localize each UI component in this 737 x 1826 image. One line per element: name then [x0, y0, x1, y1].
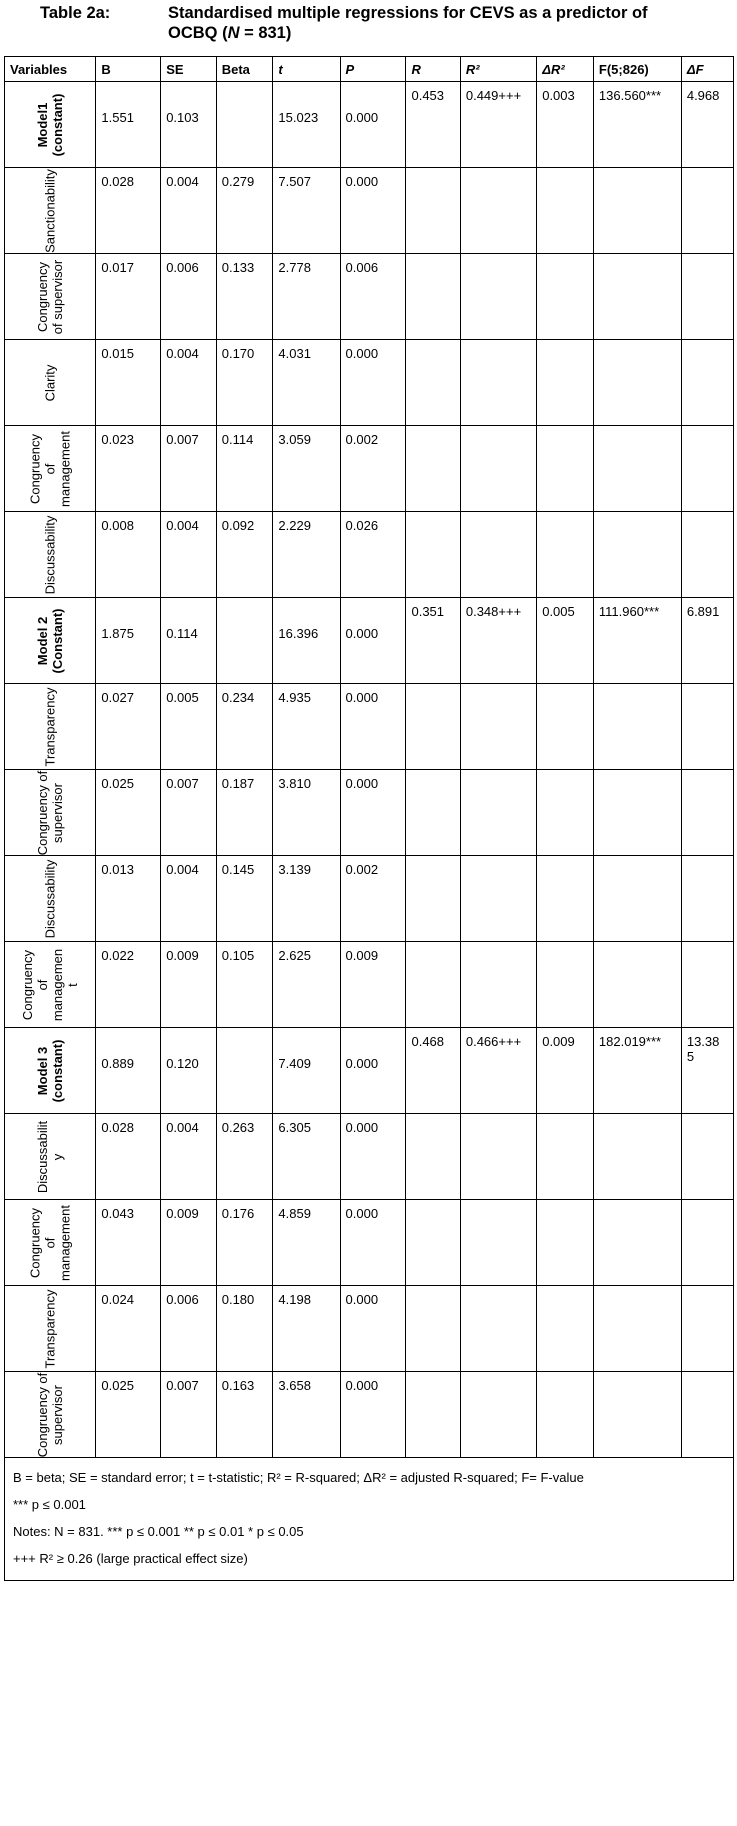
cell-r — [406, 684, 460, 770]
table-row — [5, 254, 734, 340]
cell-df — [681, 1372, 733, 1458]
variable-label: Clarity — [42, 364, 58, 401]
table-row — [5, 340, 734, 426]
cell-df — [681, 512, 733, 598]
cell-p: 0.000 — [340, 82, 406, 168]
table-row — [5, 684, 734, 770]
cell-r — [406, 942, 460, 1028]
cell-f — [593, 1286, 681, 1372]
cell-se: 0.007 — [161, 426, 217, 512]
cell-p: 0.009 — [340, 942, 406, 1028]
notes-row — [5, 1458, 734, 1581]
cell-b: 0.043 — [96, 1200, 161, 1286]
cell-dr2 — [537, 426, 594, 512]
column-header: R — [406, 57, 460, 82]
cell-f — [593, 512, 681, 598]
cell-t: 3.139 — [273, 856, 340, 942]
cell-r2 — [460, 1200, 536, 1286]
column-header: Variables — [5, 57, 96, 82]
table-row — [5, 942, 734, 1028]
cell-t: 16.396 — [273, 598, 340, 684]
variable-cell — [5, 426, 96, 512]
cell-t: 3.658 — [273, 1372, 340, 1458]
cell-se: 0.004 — [161, 856, 217, 942]
table-row — [5, 1114, 734, 1200]
cell-df: 4.968 — [681, 82, 733, 168]
cell-r: 0.351 — [406, 598, 460, 684]
cell-b: 0.027 — [96, 684, 161, 770]
cell-df: 13.38 5 — [681, 1028, 733, 1114]
cell-f — [593, 1114, 681, 1200]
table-row — [5, 598, 734, 684]
table-notes — [5, 1458, 734, 1581]
cell-beta: 0.176 — [216, 1200, 273, 1286]
header-row — [5, 57, 734, 82]
cell-b: 0.023 — [96, 426, 161, 512]
cell-beta — [216, 1028, 273, 1114]
cell-r — [406, 1372, 460, 1458]
cell-f: 111.960*** — [593, 598, 681, 684]
variable-cell — [5, 512, 96, 598]
cell-b: 0.013 — [96, 856, 161, 942]
cell-se: 0.004 — [161, 512, 217, 598]
cell-dr2 — [537, 1286, 594, 1372]
cell-r2 — [460, 942, 536, 1028]
notes-line-4: +++ R² ≥ 0.26 (large practical effect size) — [13, 1551, 248, 1566]
cell-r — [406, 426, 460, 512]
table-row — [5, 168, 734, 254]
cell-dr2 — [537, 512, 594, 598]
cell-f — [593, 942, 681, 1028]
variable-cell — [5, 1200, 96, 1286]
cell-dr2 — [537, 1114, 594, 1200]
cell-se: 0.103 — [161, 82, 217, 168]
cell-t: 15.023 — [273, 82, 340, 168]
cell-b: 0.889 — [96, 1028, 161, 1114]
table-row — [5, 512, 734, 598]
cell-dr2 — [537, 1372, 594, 1458]
variable-label: Congruency of management — [27, 1204, 73, 1281]
cell-r — [406, 770, 460, 856]
cell-dr2 — [537, 770, 594, 856]
cell-f — [593, 426, 681, 512]
cell-r: 0.453 — [406, 82, 460, 168]
cell-df — [681, 254, 733, 340]
cell-r2 — [460, 1114, 536, 1200]
cell-p: 0.002 — [340, 426, 406, 512]
cell-t: 3.059 — [273, 426, 340, 512]
variable-cell — [5, 340, 96, 426]
cell-t: 2.625 — [273, 942, 340, 1028]
cell-p: 0.000 — [340, 1200, 406, 1286]
cell-f — [593, 770, 681, 856]
cell-r2 — [460, 512, 536, 598]
variable-cell — [5, 942, 96, 1028]
variable-label: Transparency — [42, 687, 58, 766]
column-header: SE — [161, 57, 217, 82]
cell-df — [681, 856, 733, 942]
cell-f — [593, 254, 681, 340]
cell-p: 0.000 — [340, 770, 406, 856]
variable-label: Discussabilit y — [35, 1120, 66, 1193]
cell-beta — [216, 82, 273, 168]
cell-dr2 — [537, 254, 594, 340]
cell-r — [406, 168, 460, 254]
table-title: Standardised multiple regressions for CEVS as a predictor of — [168, 4, 648, 22]
cell-t: 6.305 — [273, 1114, 340, 1200]
cell-df — [681, 684, 733, 770]
cell-r2 — [460, 340, 536, 426]
cell-df — [681, 426, 733, 512]
variable-cell — [5, 684, 96, 770]
cell-p: 0.000 — [340, 340, 406, 426]
cell-r — [406, 1200, 460, 1286]
cell-r2 — [460, 254, 536, 340]
cell-beta — [216, 598, 273, 684]
table-body — [5, 82, 734, 1458]
cell-beta: 0.163 — [216, 1372, 273, 1458]
cell-b: 0.025 — [96, 1372, 161, 1458]
table-row — [5, 770, 734, 856]
cell-r: 0.468 — [406, 1028, 460, 1114]
cell-se: 0.007 — [161, 1372, 217, 1458]
column-header: R² — [460, 57, 536, 82]
cell-beta: 0.133 — [216, 254, 273, 340]
cell-beta: 0.279 — [216, 168, 273, 254]
table-label: Table 2a: — [40, 4, 111, 22]
cell-p: 0.000 — [340, 1372, 406, 1458]
variable-cell — [5, 254, 96, 340]
cell-t: 4.935 — [273, 684, 340, 770]
cell-se: 0.004 — [161, 1114, 217, 1200]
cell-p: 0.006 — [340, 254, 406, 340]
cell-t: 4.859 — [273, 1200, 340, 1286]
cell-t: 7.409 — [273, 1028, 340, 1114]
cell-t: 2.229 — [273, 512, 340, 598]
cell-t: 4.198 — [273, 1286, 340, 1372]
cell-b: 0.008 — [96, 512, 161, 598]
cell-beta: 0.170 — [216, 340, 273, 426]
cell-se: 0.009 — [161, 1200, 217, 1286]
cell-r2: 0.449+++ — [460, 82, 536, 168]
cell-f — [593, 168, 681, 254]
variable-label: Sanctionability — [42, 168, 58, 253]
cell-t: 7.507 — [273, 168, 340, 254]
cell-dr2 — [537, 168, 594, 254]
column-header: ΔR² — [537, 57, 594, 82]
cell-p: 0.026 — [340, 512, 406, 598]
cell-r — [406, 512, 460, 598]
cell-beta: 0.145 — [216, 856, 273, 942]
column-header: t — [273, 57, 340, 82]
cell-dr2: 0.009 — [537, 1028, 594, 1114]
cell-beta: 0.092 — [216, 512, 273, 598]
cell-t: 2.778 — [273, 254, 340, 340]
cell-r — [406, 340, 460, 426]
cell-b: 1.551 — [96, 82, 161, 168]
notes-line-2: *** p ≤ 0.001 — [13, 1497, 86, 1512]
cell-t: 4.031 — [273, 340, 340, 426]
cell-df: 6.891 — [681, 598, 733, 684]
variable-label: Congruency of managemen t — [20, 948, 81, 1021]
cell-beta: 0.180 — [216, 1286, 273, 1372]
cell-se: 0.006 — [161, 1286, 217, 1372]
table-row — [5, 1028, 734, 1114]
cell-se: 0.114 — [161, 598, 217, 684]
cell-b: 0.028 — [96, 168, 161, 254]
cell-b: 0.028 — [96, 1114, 161, 1200]
cell-b: 0.024 — [96, 1286, 161, 1372]
variable-label: Discussability — [42, 859, 58, 938]
column-header: Beta — [216, 57, 273, 82]
table-row — [5, 1372, 734, 1458]
cell-r — [406, 1114, 460, 1200]
variable-cell — [5, 82, 96, 168]
cell-df — [681, 1114, 733, 1200]
variable-cell — [5, 1028, 96, 1114]
cell-f — [593, 340, 681, 426]
cell-se: 0.120 — [161, 1028, 217, 1114]
variable-label: Congruency of management — [27, 430, 73, 507]
cell-se: 0.004 — [161, 340, 217, 426]
cell-df — [681, 340, 733, 426]
cell-dr2 — [537, 1200, 594, 1286]
regression-table — [4, 56, 734, 1581]
column-header: B — [96, 57, 161, 82]
cell-se: 0.004 — [161, 168, 217, 254]
cell-r2 — [460, 856, 536, 942]
cell-dr2 — [537, 340, 594, 426]
table-row — [5, 426, 734, 512]
column-header: ΔF — [681, 57, 733, 82]
variable-cell — [5, 598, 96, 684]
cell-p: 0.000 — [340, 1028, 406, 1114]
cell-p: 0.000 — [340, 168, 406, 254]
cell-df — [681, 942, 733, 1028]
cell-r — [406, 856, 460, 942]
cell-p: 0.000 — [340, 1114, 406, 1200]
table-row — [5, 856, 734, 942]
variable-cell — [5, 856, 96, 942]
column-header: P — [340, 57, 406, 82]
variable-label: Discussability — [42, 515, 58, 594]
cell-f — [593, 856, 681, 942]
cell-beta: 0.263 — [216, 1114, 273, 1200]
variable-cell — [5, 770, 96, 856]
cell-df — [681, 770, 733, 856]
cell-se: 0.005 — [161, 684, 217, 770]
cell-r2 — [460, 1286, 536, 1372]
cell-p: 0.000 — [340, 1286, 406, 1372]
cell-b: 0.025 — [96, 770, 161, 856]
cell-df — [681, 1286, 733, 1372]
cell-dr2: 0.003 — [537, 82, 594, 168]
cell-dr2 — [537, 942, 594, 1028]
variable-cell — [5, 1114, 96, 1200]
cell-f: 136.560*** — [593, 82, 681, 168]
cell-f: 182.019*** — [593, 1028, 681, 1114]
cell-se: 0.009 — [161, 942, 217, 1028]
cell-r — [406, 254, 460, 340]
variable-label: Model 3 (constant) — [35, 1039, 66, 1102]
cell-beta: 0.234 — [216, 684, 273, 770]
cell-r2 — [460, 168, 536, 254]
cell-dr2: 0.005 — [537, 598, 594, 684]
cell-dr2 — [537, 684, 594, 770]
cell-p: 0.000 — [340, 684, 406, 770]
notes-line-3: Notes: N = 831. *** p ≤ 0.001 ** p ≤ 0.01 * p ≤ 0.05 — [13, 1524, 304, 1539]
cell-df — [681, 168, 733, 254]
variable-label: Model1 (constant) — [35, 93, 66, 156]
cell-se: 0.007 — [161, 770, 217, 856]
variable-label: Congruency of supervisor — [35, 1372, 66, 1457]
cell-f — [593, 1372, 681, 1458]
cell-r — [406, 1286, 460, 1372]
table-row — [5, 82, 734, 168]
cell-b: 0.015 — [96, 340, 161, 426]
cell-r2 — [460, 770, 536, 856]
cell-beta: 0.187 — [216, 770, 273, 856]
variable-cell — [5, 1372, 96, 1458]
cell-df — [681, 1200, 733, 1286]
variable-label: Model 2 (Constant) — [35, 608, 66, 673]
column-header: F(5;826) — [593, 57, 681, 82]
cell-r2 — [460, 684, 536, 770]
table-title-line2: OCBQ (N = 831) — [168, 24, 292, 42]
cell-f — [593, 1200, 681, 1286]
cell-b: 0.017 — [96, 254, 161, 340]
cell-b: 1.875 — [96, 598, 161, 684]
cell-p: 0.002 — [340, 856, 406, 942]
cell-b: 0.022 — [96, 942, 161, 1028]
cell-dr2 — [537, 856, 594, 942]
cell-f — [593, 684, 681, 770]
cell-beta: 0.105 — [216, 942, 273, 1028]
cell-r2 — [460, 426, 536, 512]
cell-r2 — [460, 1372, 536, 1458]
variable-cell — [5, 1286, 96, 1372]
cell-t: 3.810 — [273, 770, 340, 856]
cell-r2: 0.466+++ — [460, 1028, 536, 1114]
notes-line-1: B = beta; SE = standard error; t = t-statistic; R² = R-squared; ΔR² = adjusted R-squared; F= F-value — [13, 1470, 584, 1485]
cell-p: 0.000 — [340, 598, 406, 684]
variable-cell — [5, 168, 96, 254]
table-row — [5, 1286, 734, 1372]
cell-r2: 0.348+++ — [460, 598, 536, 684]
variable-label: Congruency of supervisor — [35, 770, 66, 855]
cell-beta: 0.114 — [216, 426, 273, 512]
table-row — [5, 1200, 734, 1286]
variable-label: Congruency of supervisor — [35, 259, 66, 334]
variable-label: Transparency — [42, 1289, 58, 1368]
cell-se: 0.006 — [161, 254, 217, 340]
